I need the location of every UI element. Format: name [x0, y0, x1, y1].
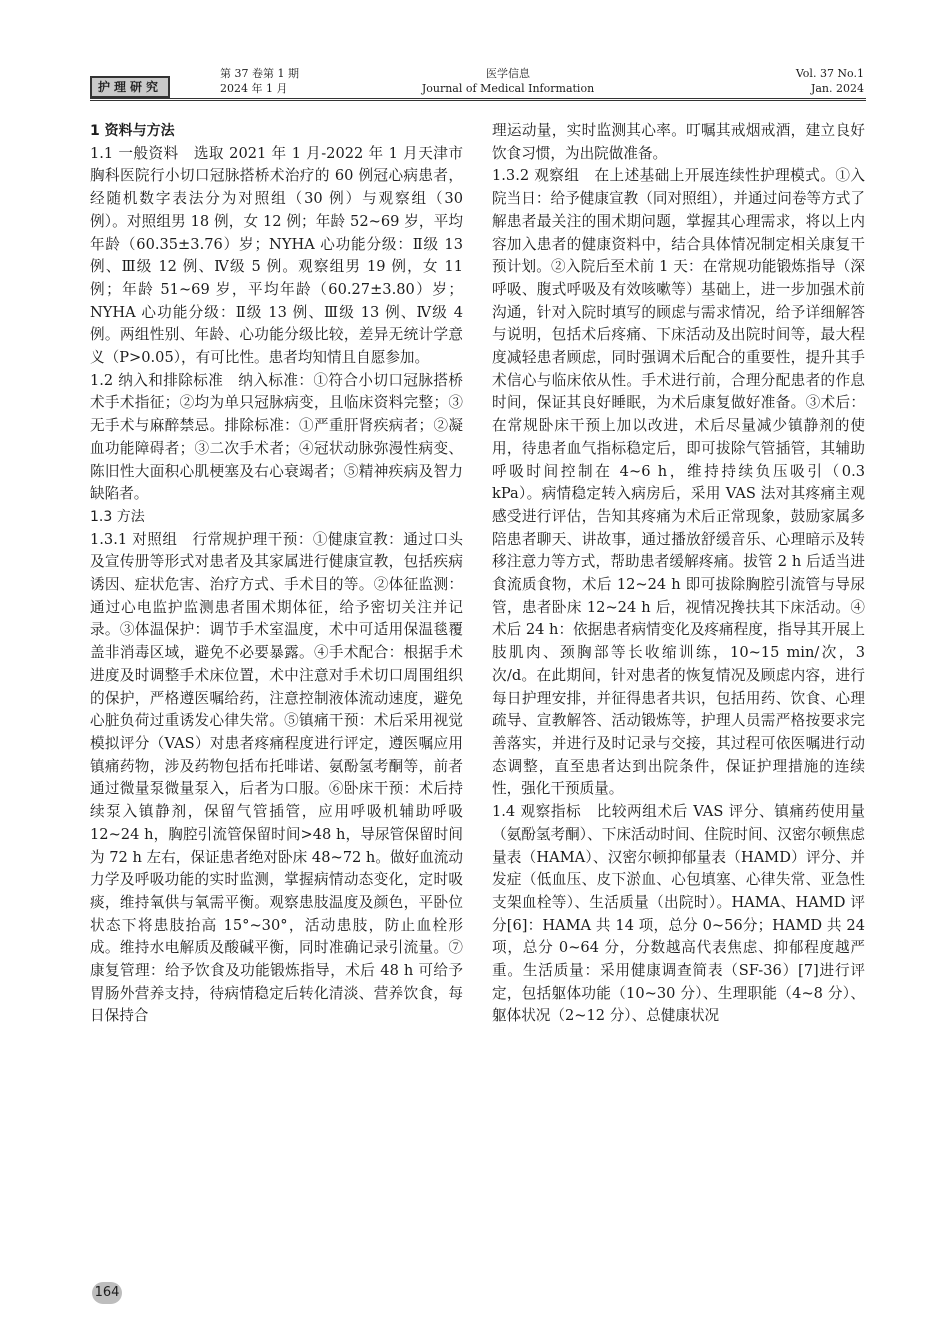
subsection-methods: 1.3 方法	[90, 508, 145, 525]
section-tab: 护理研究	[90, 76, 170, 98]
issue-info-en	[796, 66, 864, 96]
issue-info-cn	[220, 66, 299, 96]
left-column	[90, 120, 463, 1028]
journal-en: Journal of Medical Information	[421, 82, 595, 95]
header-rule	[90, 98, 866, 99]
journal-title	[390, 66, 626, 96]
date-en: Jan. 2024	[810, 82, 864, 95]
paragraph-continued: 理运动量，实时监测其心率。叮嘱其戒烟戒酒，建立良好饮食习惯，为出院做准备。	[492, 122, 865, 162]
paragraph-indicators: 1.4 观察指标 比较两组术后 VAS 评分、镇痛药使用量（氨酚氢考酮）、下床活动时间、住院时间、汉密尔顿焦虑量表（HAMA）、汉密尔顿抑郁量表（HAMD）评分、并发症（低血压、皮下淤血、心包填塞、心律失常、亚急性支架血栓等）、生活质量（出院时）。HAMA、HAMD 评分[6]：HAMA 共 14 项，总分 0~56分；HAMD 共 24 项，总分 0~64 分，分数越高代表焦虑、抑郁程度越严重。生活质量：采用健康调查简表（SF-36）[7]进行评定，包括躯体功能（10~30 分）、生理职能（4~8 分）、躯体状况（2~12 分）、总健康状况	[492, 803, 865, 1025]
section-heading: 1 资料与方法	[90, 123, 175, 139]
date-cn: 2024 年 1 月	[220, 82, 288, 95]
volume-cn: 第 37 卷第 1 期	[220, 67, 299, 80]
paragraph-criteria: 1.2 纳入和排除标准 纳入标准：①符合小切口冠脉搭桥术手术指征；②均为单只冠脉病变，且临床资料完整；③无手术与麻醉禁忌。排除标准：①严重肝肾疾病者；②凝血功能障碍者；③二次手术者；④冠状动脉弥漫性病变、陈旧性大面积心肌梗塞及右心衰竭者；⑤精神疾病及智力缺陷者。	[90, 371, 463, 503]
right-column	[492, 120, 865, 1028]
volume-en: Vol. 37 No.1	[795, 67, 864, 80]
journal-cn: 医学信息	[486, 67, 530, 80]
header-rule-2	[90, 100, 866, 101]
paragraph-control-group: 1.3.1 对照组 行常规护理干预：①健康宣教：通过口头及宣传册等形式对患者及其家属进行健康宣教，包括疾病诱因、症状危害、治疗方式、手术目的等。②体征监测：通过心电监护监测患者围术期体征，给予密切关注并记录。③体温保护：调节手术室温度，术中可适用保温毯覆盖非消毒区域，避免不必要暴露。④手术配合：根据手术进度及时调整手术床位置，术中注意对手术切口周围组织的保护，严格遵医嘱给药，注意控制液体流动速度，避免心脏负荷过重诱发心律失常。⑤镇痛干预：术后采用视觉模拟评分（VAS）对患者疼痛程度进行评定，遵医嘱应用镇痛药物，涉及药物包括布托啡诺、氨酚氢考酮等，前者通过微量泵微量泵入，后者为口服。⑥卧床干预：术后持续泵入镇静剂，保留气管插管，应用呼吸机辅助呼吸 12~24 h，胸腔引流管保留时间>48 h，导尿管保留时间为 72 h 左右，保证患者绝对卧床 48~72 h。做好血流动力学及呼吸功能的实时监测，掌握病情动态变化，定时吸痰，维持氧供与氧需平衡。观察患肢温度及颜色，平卧位状态下将患肢抬高 15°~30°，活动患肢，防止血栓形成。维持水电解质及酸碱平衡，同时准确记录引流量。⑦康复管理：给予饮食及功能锻炼指导，术后 48 h 可给予胃肠外营养支持，待病情稳定后转化清淡、营养饮食，每日保持合	[90, 530, 463, 1025]
paragraph-general-data: 1.1 一般资料 选取 2021 年 1 月-2022 年 1 月天津市胸科医院行小切口冠脉搭桥术治疗的 60 例冠心病患者，经随机数字表法分为对照组（30 例）与观察组（30 例）。对照组男 18 例，女 12 例；年龄 52~69 岁，平均年龄（60.35±3.76）岁；NYHA 心功能分级：Ⅱ级 13 例、Ⅲ级 12 例、Ⅳ级 5 例。观察组男 19 例，女 11 例；年龄 51~69 岁，平均年龄（60.27±3.80）岁；NYHA 心功能分级：Ⅱ级 13 例、Ⅲ级 13 例、Ⅳ级 4 例。两组性别、年龄、心功能分级比较，差异无统计学意义（P>0.05），有可比性。患者均知情且自愿参加。	[90, 144, 463, 367]
paragraph-observation-group: 1.3.2 观察组 在上述基础上开展连续性护理模式。①入院当日：给予健康宣教（同对照组），并通过问卷等方式了解患者最关注的围术期问题，掌握其心理需求，将以上内容加入患者的健康资料中，结合具体情况制定相关康复干预计划。②入院后至术前 1 天：在常规功能锻炼指导（深呼吸、腹式呼吸及有效咳嗽等）基础上，进一步加强术前沟通，针对入院时填写的顾虑与需求情况，给予详细解答与说明，包括术后疼痛、下床活动及出院时间等，最大程度减轻患者顾虑，同时强调术后配合的重要性，提升其手术信心与临床依从性。手术进行前，合理分配患者的作息时间，保证其良好睡眠，为术后康复做好准备。③术后：在常规卧床干预上加以改进，术后尽量减少镇静剂的使用，待患者血气指标稳定后，即可拔除气管插管，其辅助呼吸时间控制在 4~6 h，维持持续负压吸引（0.3 kPa）。病情稳定转入病房后，采用 VAS 法对其疼痛主观感受进行评估，告知其疼痛为术后正常现象，鼓励家属多陪患者聊天、讲故事，通过播放舒缓音乐、心理暗示及转移注意力等方式，帮助患者缓解疼痛。拔管 2 h 后适当进食流质食物，术后 12~24 h 即可拔除胸腔引流管与导尿管，患者卧床 12~24 h 后，视情况搀扶其下床活动。④术后 24 h：依据患者病情变化及疼痛程度，指导其开展上肢肌肉、颈胸部等长收缩训练，10~15 min/次，3 次/d。在此期间，针对患者的恢复情况及顾虑内容，进行每日护理安排，并征得患者共识，包括用药、饮食、心理疏导、宣教解答、活动锻炼等，护理人员需严格按要求完善落实，并进行及时记录与交接，其过程可依医嘱进行动态调整，直至患者达到出院条件，保证护理措施的连续性，强化干预质量。	[492, 167, 865, 798]
page-header	[90, 62, 866, 102]
page-number: 164	[92, 1282, 122, 1304]
